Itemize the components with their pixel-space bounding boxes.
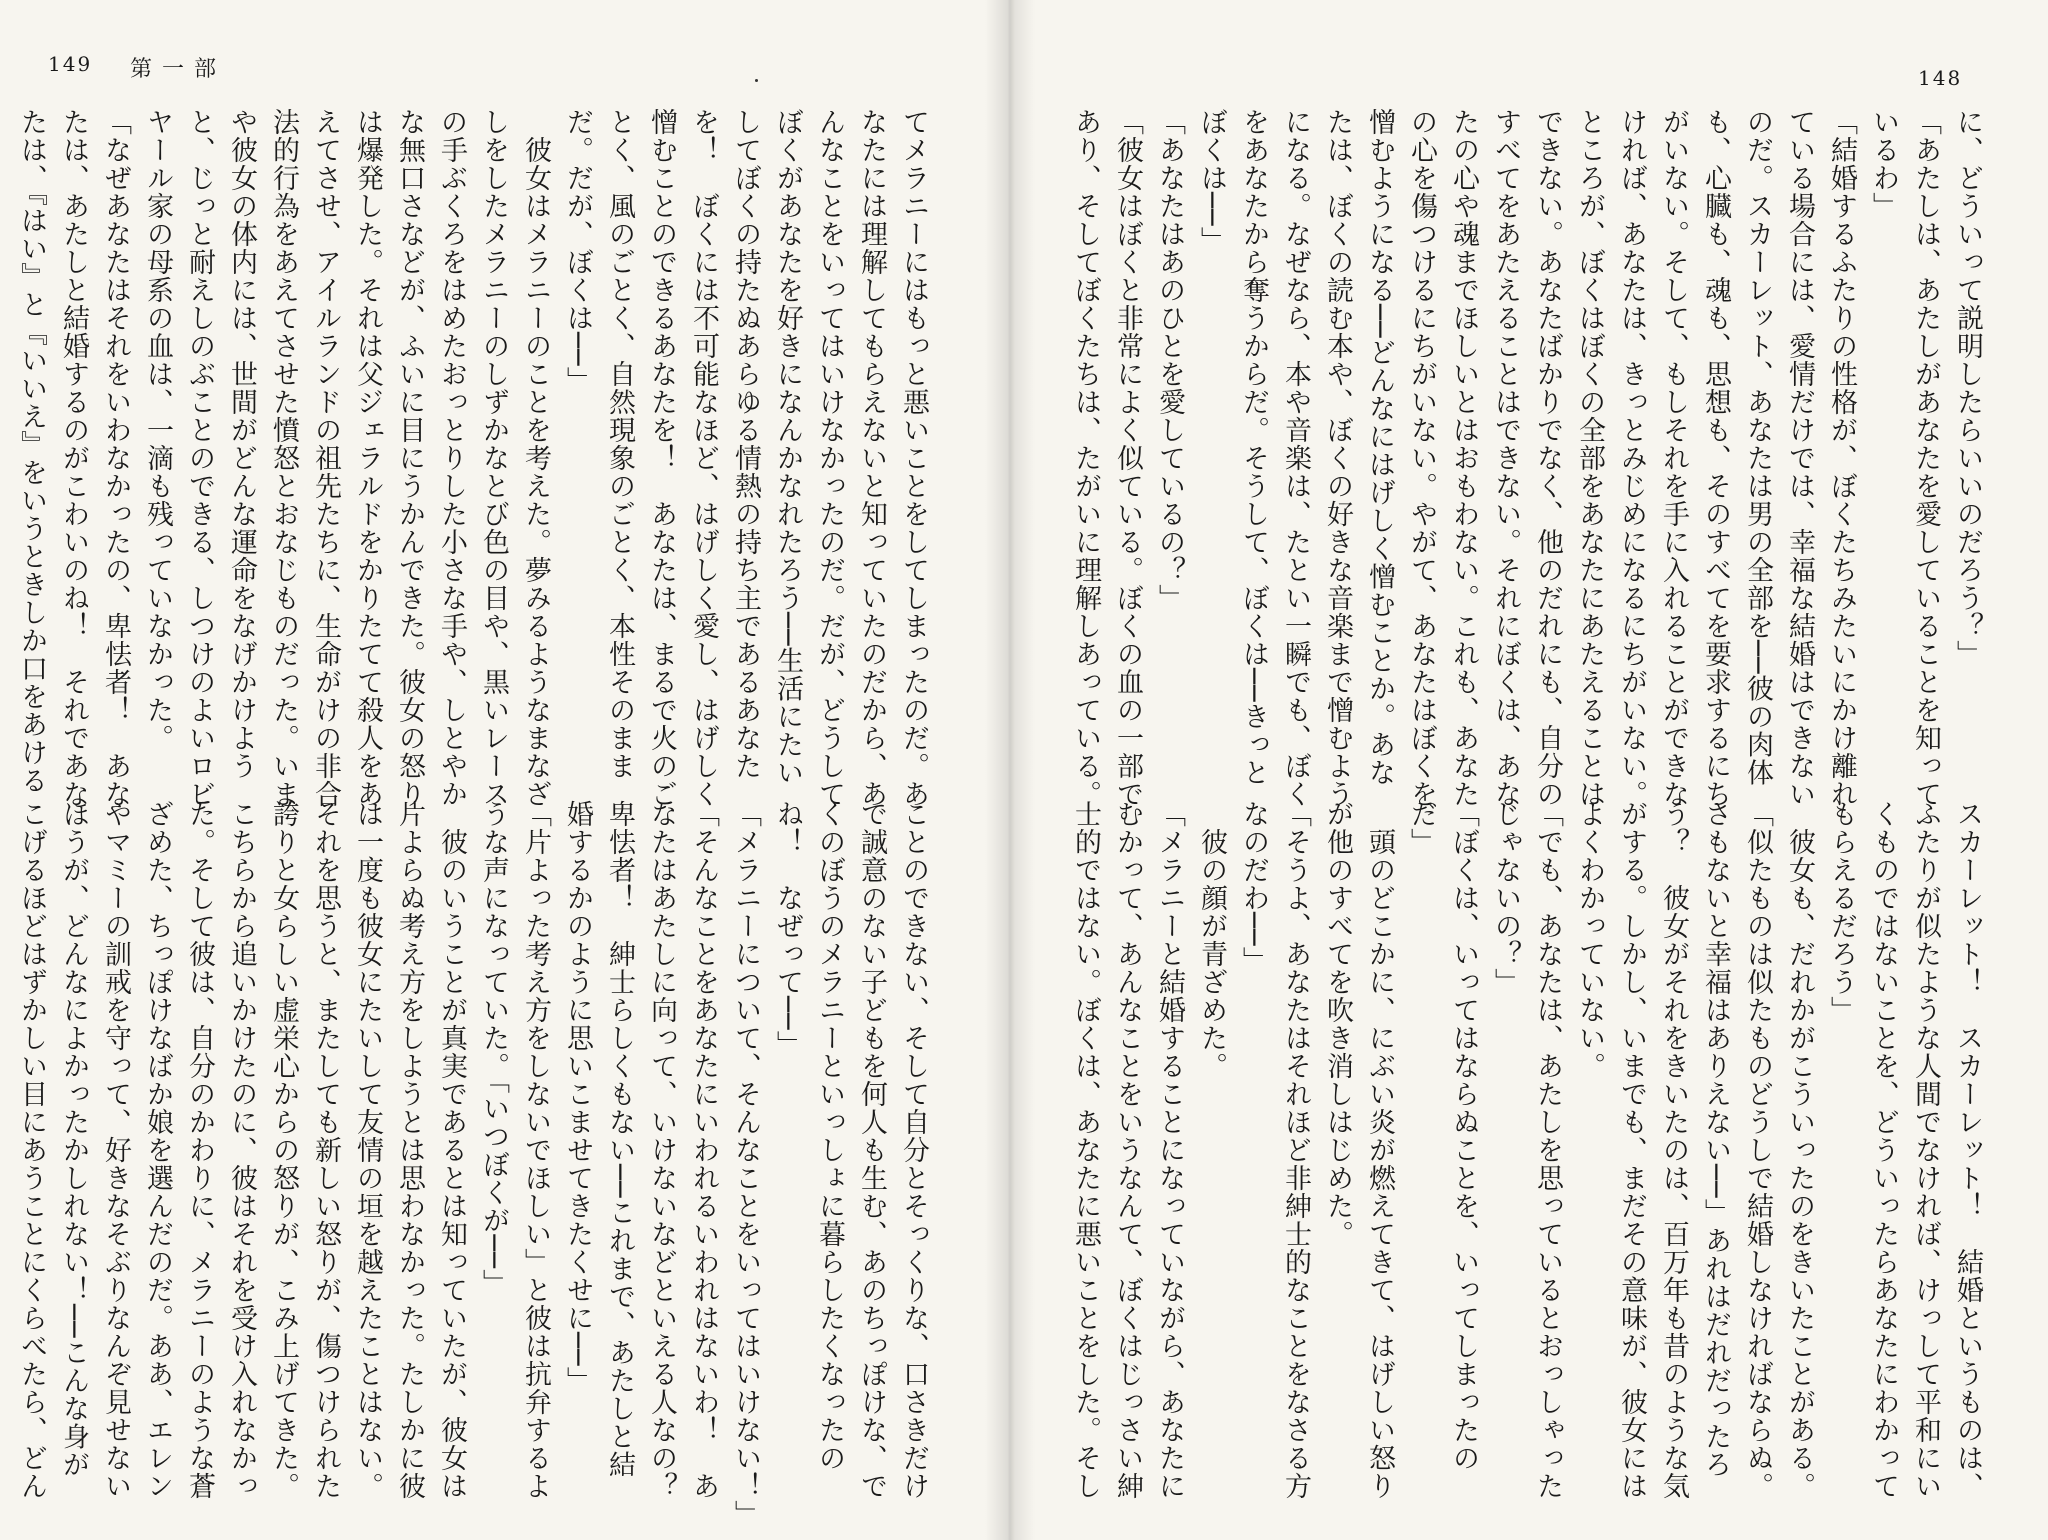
left-bottom-text-block: ことのできない、そして自分とそっくりな、口さきだけ で誠意のない子どもを何人も生む、あのちっぽけな、で くのぼうのメラニーといっしょに暮らしたくなったの ね！ なぜって──」 「メラニーについて、そんなことをいってはいけない！」 「そんなことをあなたにいわれるいわれはないわ！ あ なたはあたしに向って、いけないなどといえる人なの？ 卑怯者！ 紳士らしくもない──これまで、あたしと結 婚するかのように思いこませてきたくせに──」 「片よった考え方をしないでほしい」と彼は抗弁するよ うな声になっていた。「いつぼくが──」 彼のいうことが真実であるとは知っていたが、彼女は 片よらぬ考え方をしようとは思わなかった。たしかに彼 は一度も彼女にたいして友情の垣を越えたことはない。 それを思うと、またしても新しい怒りが、傷つけられた 誇りと女らしい虚栄心からの怒りが、こみ上げてきた。 こちらから追いかけたのに、彼はそれを受け入れなかっ た。そして彼は、自分のかわりに、メラニーのような蒼 ざめた、ちっぽけなばか娘を選んだのだ。ああ、エレン やマミーの訓戒を守って、好きなそぶりなんぞ見せない ほうが、どんなによかったかしれない！──こんな身が こげるほどはずかしい目にあうことにくらべたら、どん <box>16 800 929 1528</box>
right-page-number: 148 <box>1918 66 1963 90</box>
print-mark <box>755 79 758 82</box>
right-bottom-text-block: スカーレット！ スカーレット！ 結婚というものは、 ふたりが似たような人間でなければ、けっして平和にい くものではないことを、どういったらあなたにわかって もらえるだろう」 彼女も、だれかがこういったのをきいたことがある。 「似たものは似たものどうしで結婚しなければならぬ。 さもないと幸福はありえない──」あれはだれだったろ う？ 彼女がそれをきいたのは、百万年も昔のような気 がする。しかし、いまでも、まだその意味が、彼女には よくわかっていない。 「でも、あなたは、あたしを思っているとおっしゃった じゃないの？」 「ぼくは、いってはならぬことを、いってしまったの だ」 頭のどこかに、にぶい炎が燃えてきて、はげしい怒り が他のすべてを吹き消しはじめた。 「そうよ、あなたはそれほど非紳士的なことをなさる方 なのだわ──」 彼の顔が青ざめた。 「メラニーと結婚することになっていながら、あなたに むかって、あんなことをいうなんて、ぼくはじっさい紳 士的ではない。ぼくは、あなたに悪いことをした。そし <box>1070 800 1983 1500</box>
left-top-text-block: てメラニーにはもっと悪いことをしてしまったのだ。あ なたには理解してもらえないと知っていたのだから、あ んなことをいってはいけなかったのだ。だが、どうして ぼくがあなたを好きになんかなれたろう──生活にたい してぼくの持たぬあらゆる情熱の持ち主であるあなた を！ ぼくには不可能なほど、はげしく愛し、はげしく 憎むことのできるあなたを！ あなたは、まるで火のご とく、風のごとく、自然現象のごとく、本性そのまま だ。だが、ぼくは──」 彼女はメラニーのことを考えた。夢みるようなまなざ しをしたメラニーのしずかなとび色の目や、黒いレース の手ぶくろをはめたおっとりした小さな手や、しとやか な無口さなどが、ふいに目にうかんできた。彼女の怒り は爆発した。それは父ジェラルドをかりたてて殺人をあ えてさせ、アイルランドの祖先たちに、生命がけの非合 法的行為をあえてさせた憤怒とおなじものだった。いま や彼女の体内には、世間がどんな運命をなげかけよう と、じっと耐えしのぶことのできる、しつけのよいロビ ヤール家の母系の血は、一滴も残っていなかった。 「なぜあなたはそれをいわなかったの、卑怯者！ たは、あたしと結婚するのがこわいのね！ それであな たは、『はい』と『いいえ』をいうときしか口をあける <box>16 108 929 808</box>
right-top-text-block: に、どういって説明したらいいのだろう？」 「あたしは、あたしがあなたを愛していることを知って いるわ」 「結婚するふたりの性格が、ぼくたちみたいにかけ離れ ている場合には、愛情だけでは、幸福な結婚はできない のだ。スカーレット、あなたは男の全部を──彼の肉体 も、心臓も、魂も、思想も、そのすべてを要求するにち がいない。そして、もしそれを手に入れることができな ければ、あなたは、きっとみじめになるにちがいない。 ところが、ぼくはぼくの全部をあなたにあたえることは できない。あなたばかりでなく、他のだれにも、自分の すべてをあたえることはできない。それにぼくは、あな たの心や魂までほしいとはおもわない。これも、あなた の心を傷つけるにちがいない。やがて、あなたはぼくを 憎むようになる──どんなにはげしく憎むことか。あな たは、ぼくの読む本や、ぼくの好きな音楽まで憎むよう になる。なぜなら、本や音楽は、たとい一瞬でも、ぼく をあなたから奪うからだ。そうして、ぼくは──きっと ぼくは──」 「あなたはあのひとを愛しているの？」 「彼女はぼくと非常によく似ている。ぼくの血の一部で あり、そしてぼくたちは、たがいに理解しあっている。 <box>1070 108 1983 808</box>
left-section-title: 第一部 <box>130 57 227 82</box>
book-gutter <box>985 0 1035 1540</box>
left-page-number: 149 <box>48 52 93 76</box>
